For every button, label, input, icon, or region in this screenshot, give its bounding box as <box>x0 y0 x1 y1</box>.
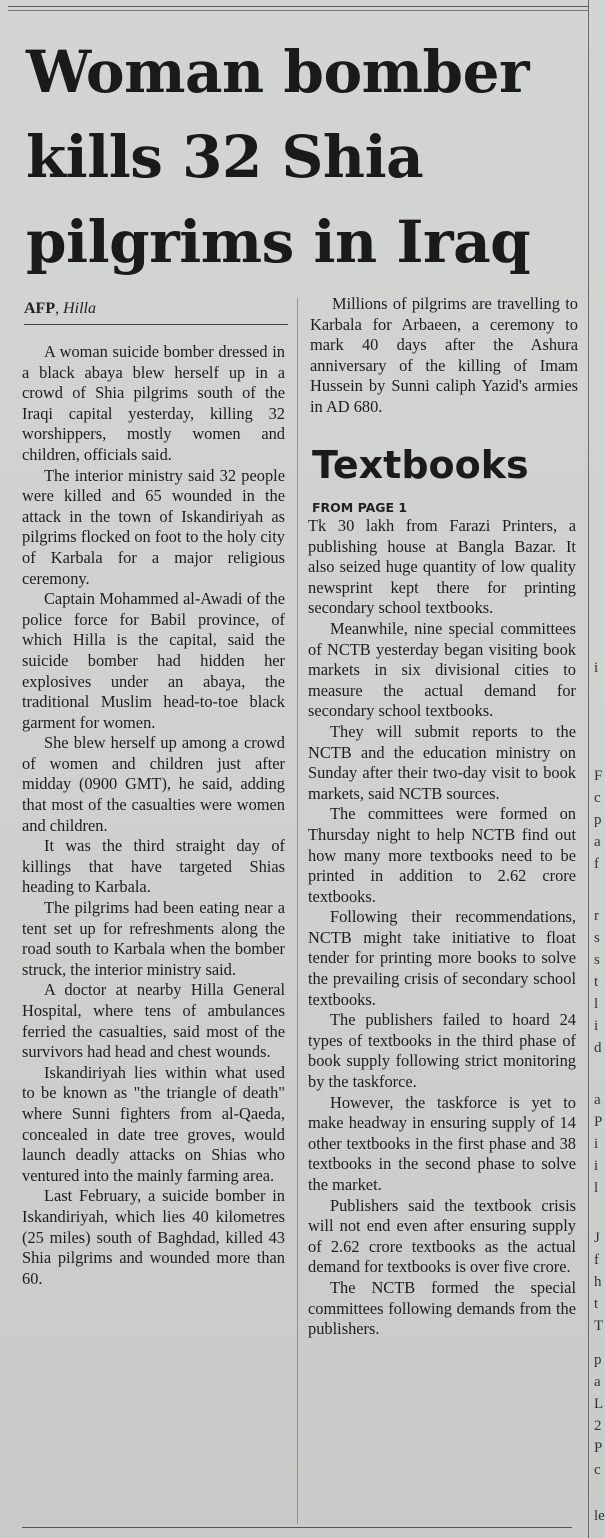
edge-fragment: p <box>594 812 602 828</box>
edge-fragment: p <box>594 1352 602 1368</box>
edge-fragment: d <box>594 1040 602 1056</box>
edge-fragment: 2 <box>594 1418 602 1434</box>
byline-separator: , <box>55 300 64 317</box>
textbooks-column <box>308 516 576 1340</box>
edge-fragment: P <box>594 1114 603 1130</box>
edge-fragment: c <box>594 1462 601 1478</box>
headline-line: Woman bomber <box>26 38 530 106</box>
from-page-label: FROM PAGE 1 <box>312 500 408 515</box>
textbooks-paragraph: Following their recommendations, NCTB might take initiative to float tender for printing more books to solve the prevailing crisis of secondary school textbooks. <box>308 907 576 1009</box>
edge-fragment: i <box>594 1018 599 1034</box>
top-rule <box>8 6 588 7</box>
edge-fragment: s <box>594 952 600 968</box>
article-paragraph: A woman suicide bomber dressed in a black abaya blew herself up in a crowd of Shia pilgrims south of the Iraqi capital yesterday, killing 32 worshippers, mostly women and children, officials said. <box>22 342 285 464</box>
textbooks-paragraph: They will submit reports to the NCTB and the education ministry on Sunday after their two-day visit to book markets, said NCTB sources. <box>308 721 576 803</box>
edge-fragment: a <box>594 1374 601 1390</box>
edge-fragment: T <box>594 1318 604 1334</box>
bottom-rule <box>22 1527 572 1528</box>
article-paragraph: The interior ministry said 32 people were killed and 65 wounded in the attack in the town of Iskandiriyah as pilgrims flocked on foot to the holy city of Karbala for a major religious ceremony. <box>22 465 285 588</box>
edge-fragment: L <box>594 1396 604 1412</box>
edge-fragment: t <box>594 974 599 990</box>
headline <box>26 30 586 285</box>
article-paragraph: Iskandiriyah lies within what used to be known as "the triangle of death" where Sunni fighters from al-Qaeda, concealed in date tree groves, would launch deadly attacks on Shias who ventured into the mainly farming area. <box>22 1062 285 1185</box>
byline-rule <box>24 324 288 325</box>
adjacent-column-rule <box>588 0 589 1538</box>
edge-fragment: f <box>594 1252 599 1268</box>
edge-fragment: f <box>594 856 599 872</box>
article-paragraph: Captain Mohammed al-Awadi of the police force for Babil province, of which Hilla is the capital, said the suicide bomber had hidden her explosives under an abaya, the traditional Muslim head-to-toe black garment for women. <box>22 589 285 732</box>
article-paragraph: Millions of pilgrims are travelling to Karbala for Arbaeen, a ceremony to mark 40 days after the Ashura anniversary of the killing of Imam Hussein by Sunni caliph Yazid's armies in AD 680. <box>310 294 578 416</box>
edge-fragment: i <box>594 1136 599 1152</box>
textbooks-paragraph: Publishers said the textbook crisis will not end even after ensuring supply of 2.62 crore textbooks as the actual demand for textbooks is over five crore. <box>308 1195 576 1277</box>
edge-fragment: le <box>594 1508 605 1524</box>
textbooks-headline: Textbooks <box>312 443 529 487</box>
headline-line: kills 32 Shia <box>26 123 424 191</box>
edge-fragment: t <box>594 1296 599 1312</box>
article-paragraph: The pilgrims had been eating near a tent set up for refreshments along the road south to Karbala when the bomber struck, the interior ministry said. <box>22 898 285 979</box>
edge-fragment: i <box>594 1158 599 1174</box>
headline-line: pilgrims in Iraq <box>26 208 531 276</box>
byline-source: AFP <box>24 300 56 317</box>
article-left-column <box>22 342 285 1289</box>
article-paragraph: It was the third straight day of killings that have targeted Shias heading to Karbala. <box>22 836 285 897</box>
textbooks-paragraph: The committees were formed on Thursday night to help NCTB find out how many more textbooks need to be printed in addition to 2.62 crore textbooks. <box>308 804 576 906</box>
edge-fragment: l <box>594 996 599 1012</box>
byline-location: Hilla <box>63 300 96 317</box>
edge-fragment: l <box>594 1180 599 1196</box>
edge-fragment: J <box>594 1230 600 1246</box>
column-divider <box>297 298 298 1524</box>
byline <box>24 300 96 318</box>
edge-fragment: r <box>594 908 599 924</box>
article-paragraph: A doctor at nearby Hilla General Hospital, where tens of ambulances ferried the casualties, said most of the survivors had head and chest wounds. <box>22 980 285 1062</box>
edge-fragment: a <box>594 834 601 850</box>
edge-fragment: h <box>594 1274 602 1290</box>
textbooks-paragraph: Tk 30 lakh from Farazi Printers, a publishing house at Bangla Bazar. It also seized huge quantity of low quality newsprint kept there for printing secondary school textbooks. <box>308 516 576 618</box>
edge-fragment: F <box>594 768 603 784</box>
textbooks-paragraph: The publishers failed to hoard 24 types of textbooks in the third phase of book supply following strict monitoring by the taskforce. <box>308 1010 576 1092</box>
edge-fragment: c <box>594 790 601 806</box>
edge-fragment: i <box>594 660 599 676</box>
textbooks-paragraph: Meanwhile, nine special committees of NCTB yesterday began visiting book markets in six divisional cities to measure the actual demand for secondary school textbooks. <box>308 618 576 721</box>
top-rule-secondary <box>8 10 588 11</box>
edge-fragment: a <box>594 1092 601 1108</box>
textbooks-paragraph: The NCTB formed the special committees following demands from the publishers. <box>308 1277 576 1339</box>
edge-fragment: s <box>594 930 600 946</box>
article-paragraph: She blew herself up among a crowd of women and children just after midday (0900 GMT), he said, adding that most of the casualties were women and children. <box>22 733 285 835</box>
article-paragraph: Last February, a suicide bomber in Iskandiriyah, which lies 40 kilometres (25 miles) south of Baghdad, killed 43 Shia pilgrims and wounded more than 60. <box>22 1186 285 1288</box>
edge-fragment: P <box>594 1440 603 1456</box>
article-continuation <box>310 294 578 418</box>
textbooks-paragraph: However, the taskforce is yet to make headway in ensuring supply of 14 other textbooks in the first phase and 38 textbooks in the second phase to solve the market. <box>308 1092 576 1194</box>
